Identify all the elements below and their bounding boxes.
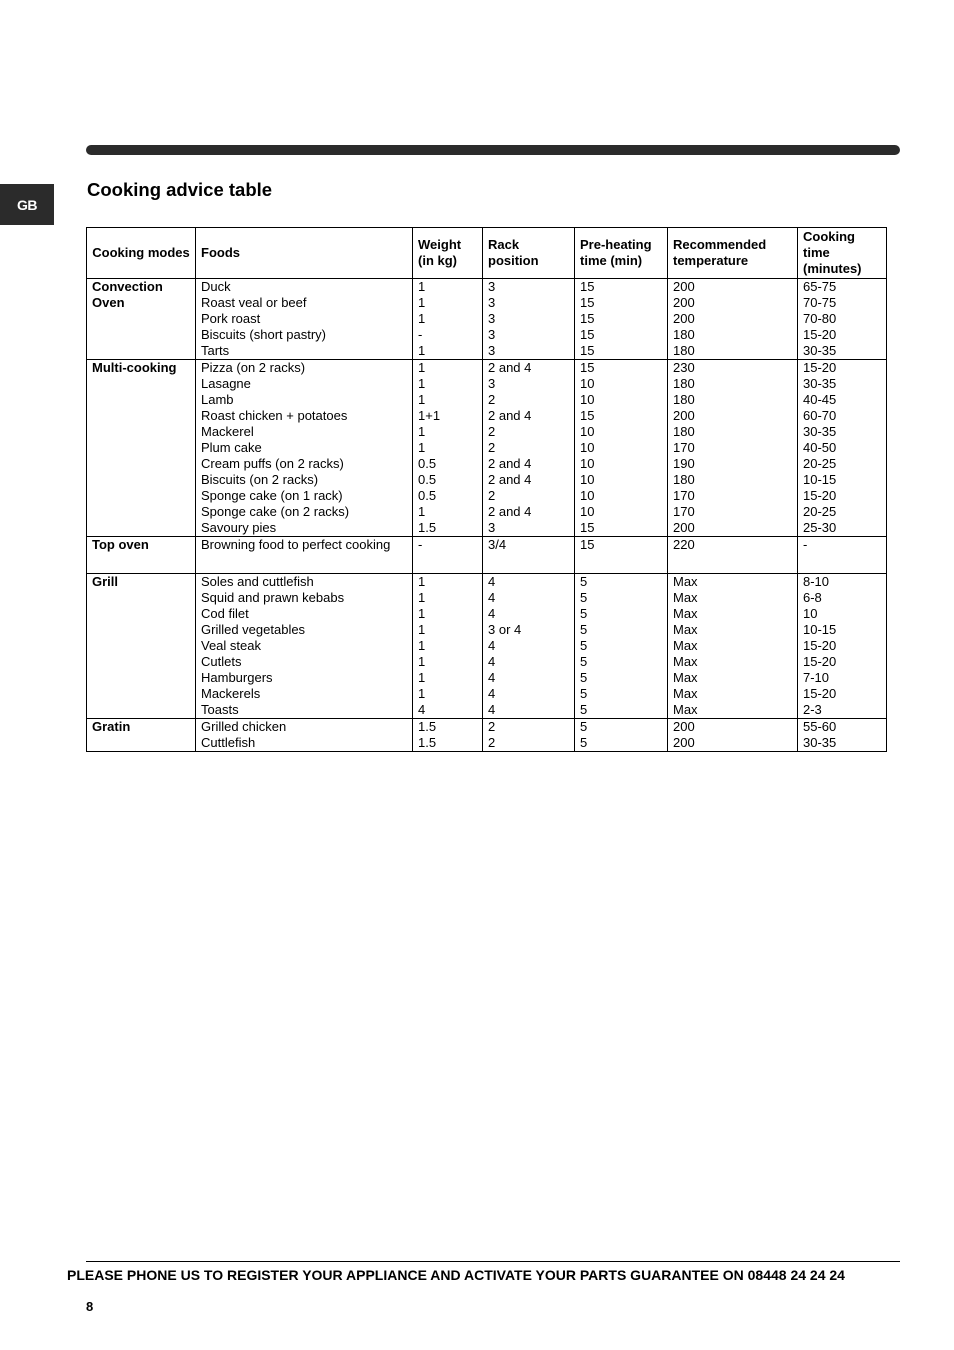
- table-cell: [575, 574, 668, 719]
- cell-value: 15-20: [803, 654, 837, 669]
- cell-value: 20-25: [803, 456, 837, 471]
- cell-value: 15: [580, 327, 595, 342]
- cell-value: 2 and 4: [488, 504, 532, 519]
- column-header: Foods: [196, 228, 413, 279]
- table-cell: [668, 574, 798, 719]
- cell-value: 15: [580, 279, 595, 294]
- cell-value: 5: [580, 686, 588, 701]
- cell-value: Grilled vegetables: [201, 622, 306, 637]
- cell-value: 4: [488, 654, 496, 669]
- cell-value: 1: [418, 622, 426, 637]
- cooking-advice-table: [86, 227, 887, 752]
- cell-value: 180: [673, 376, 695, 391]
- cell-value: -: [418, 537, 423, 552]
- cell-value: 220: [673, 537, 695, 552]
- cooking-mode-cell: Convection Oven: [87, 279, 196, 360]
- cell-value: 15-20: [803, 638, 837, 653]
- cell-value: 1.5: [418, 735, 437, 750]
- cell-value: Pizza (on 2 racks): [201, 360, 306, 375]
- cell-value: Grilled chicken: [201, 719, 287, 734]
- cell-value: 190: [673, 456, 695, 471]
- cell-value: 60-70: [803, 408, 837, 423]
- cell-value: 15-20: [803, 327, 837, 342]
- table-cell: [668, 719, 798, 752]
- table-cell: [575, 360, 668, 537]
- cell-value: Soles and cuttlefish: [201, 574, 314, 589]
- cell-value: 7-10: [803, 670, 830, 685]
- cell-value: 1: [418, 654, 426, 669]
- cell-value: 1: [418, 311, 426, 326]
- cell-value: Hamburgers: [201, 670, 273, 685]
- cell-value: 4: [418, 702, 426, 717]
- column-header: Weight (in kg): [413, 228, 483, 279]
- cell-value: 170: [673, 440, 695, 455]
- cell-value: 1: [418, 670, 426, 685]
- cell-value: 3: [488, 279, 496, 294]
- cell-value: -: [418, 327, 423, 342]
- cell-value: 1.5: [418, 719, 437, 734]
- cell-value: Pork roast: [201, 311, 261, 326]
- cell-value: 10: [580, 456, 595, 471]
- footer-rule: [86, 1261, 900, 1262]
- cell-value: 4: [488, 638, 496, 653]
- cell-value: 1: [418, 295, 426, 310]
- cell-value: 180: [673, 472, 695, 487]
- cell-value: 40-50: [803, 440, 837, 455]
- cell-value: 15: [580, 360, 595, 375]
- cell-value: 5: [580, 638, 588, 653]
- cell-value: 2: [488, 719, 496, 734]
- cell-value: Lamb: [201, 392, 234, 407]
- cell-value: 200: [673, 719, 695, 734]
- cell-value: 170: [673, 488, 695, 503]
- header-rule: [86, 145, 900, 155]
- table-cell: [196, 537, 413, 574]
- cell-value: Roast chicken + potatoes: [201, 408, 348, 423]
- cell-value: 200: [673, 279, 695, 294]
- cell-value: Tarts: [201, 343, 230, 358]
- column-header: Cooking time (minutes): [798, 228, 887, 279]
- table-cell: [196, 360, 413, 537]
- cell-value: 180: [673, 327, 695, 342]
- cell-value: 2: [488, 424, 496, 439]
- column-header: Recommended temperature: [668, 228, 798, 279]
- table-cell: [798, 360, 887, 537]
- cell-value: 40-45: [803, 392, 837, 407]
- cell-value: 65-75: [803, 279, 837, 294]
- table-cell: [413, 719, 483, 752]
- cell-value: 4: [488, 606, 496, 621]
- cell-value: Biscuits (on 2 racks): [201, 472, 319, 487]
- cell-value: 3: [488, 295, 496, 310]
- cell-value: 4: [488, 574, 496, 589]
- cell-value: Cuttlefish: [201, 735, 256, 750]
- table-cell: [483, 574, 575, 719]
- table-cell: [196, 574, 413, 719]
- cell-value: Max: [673, 638, 698, 653]
- cell-value: 15: [580, 343, 595, 358]
- cell-value: 2: [488, 392, 496, 407]
- cell-value: 6-8: [803, 590, 822, 605]
- table-cell: [483, 537, 575, 574]
- table-cell: [483, 719, 575, 752]
- cell-value: 30-35: [803, 735, 837, 750]
- cell-value: 0.5: [418, 456, 437, 471]
- cell-value: 15: [580, 311, 595, 326]
- cell-value: Toasts: [201, 702, 239, 717]
- cell-value: 2 and 4: [488, 456, 532, 471]
- cooking-mode-cell: Grill: [87, 574, 196, 719]
- cell-value: 10: [580, 392, 595, 407]
- column-header: Cooking modes: [87, 228, 196, 279]
- cell-value: 1: [418, 638, 426, 653]
- cell-value: 1: [418, 686, 426, 701]
- cell-value: Max: [673, 606, 698, 621]
- table-cell: [483, 360, 575, 537]
- table-header-row: [87, 228, 887, 279]
- cell-value: 2 and 4: [488, 408, 532, 423]
- cell-value: Roast veal or beef: [201, 295, 307, 310]
- cell-value: 4: [488, 686, 496, 701]
- table-cell: [798, 719, 887, 752]
- cell-value: 4: [488, 590, 496, 605]
- cell-value: 10: [580, 488, 595, 503]
- cell-value: 180: [673, 424, 695, 439]
- cell-value: 3: [488, 376, 496, 391]
- cell-value: 15-20: [803, 686, 837, 701]
- cell-value: 5: [580, 574, 588, 589]
- cooking-mode-cell: Multi-cooking: [87, 360, 196, 537]
- cell-value: 2-3: [803, 702, 822, 717]
- cell-value: 55-60: [803, 719, 837, 734]
- cell-value: 10-15: [803, 472, 837, 487]
- cell-value: 10: [580, 376, 595, 391]
- cell-value: 10: [580, 440, 595, 455]
- table-cell: [413, 360, 483, 537]
- cell-value: Duck: [201, 279, 231, 294]
- table-cell: [798, 537, 887, 574]
- cooking-mode-cell: Gratin: [87, 719, 196, 752]
- cell-value: 30-35: [803, 424, 837, 439]
- cell-value: 1: [418, 504, 426, 519]
- cell-value: 5: [580, 606, 588, 621]
- cell-value: 5: [580, 654, 588, 669]
- cell-value: 4: [488, 670, 496, 685]
- cell-value: 200: [673, 520, 695, 535]
- cell-value: 5: [580, 670, 588, 685]
- cell-value: Lasagne: [201, 376, 251, 391]
- page-title: Cooking advice table: [87, 179, 273, 200]
- table-cell: [413, 574, 483, 719]
- cell-value: Max: [673, 590, 698, 605]
- table-cell: [575, 719, 668, 752]
- cell-value: 5: [580, 719, 588, 734]
- cell-value: 1: [418, 392, 426, 407]
- cell-value: Squid and prawn kebabs: [201, 590, 345, 605]
- table-cell: [668, 360, 798, 537]
- cell-value: 10: [580, 472, 595, 487]
- cell-value: 20-25: [803, 504, 837, 519]
- cell-value: 1: [418, 376, 426, 391]
- table-cell: [413, 537, 483, 574]
- cell-value: 200: [673, 311, 695, 326]
- cell-value: 200: [673, 408, 695, 423]
- cell-value: 2 and 4: [488, 360, 532, 375]
- cell-value: Plum cake: [201, 440, 262, 455]
- cell-value: 30-35: [803, 376, 837, 391]
- cell-value: 1: [418, 279, 426, 294]
- cell-value: 3: [488, 343, 496, 358]
- cell-value: Max: [673, 702, 698, 717]
- cell-value: Max: [673, 670, 698, 685]
- cell-value: 170: [673, 504, 695, 519]
- cell-value: 1: [418, 360, 426, 375]
- cell-value: -: [803, 537, 808, 552]
- cell-value: 1: [418, 424, 426, 439]
- table-cell: [575, 279, 668, 360]
- cell-value: 25-30: [803, 520, 837, 535]
- cell-value: 10: [580, 504, 595, 519]
- cell-value: 200: [673, 295, 695, 310]
- cell-value: 230: [673, 360, 695, 375]
- cell-value: Sponge cake (on 1 rack): [201, 488, 343, 503]
- cell-value: 180: [673, 392, 695, 407]
- table-cell: [196, 719, 413, 752]
- cell-value: 70-80: [803, 311, 837, 326]
- cell-value: Max: [673, 574, 698, 589]
- cell-value: 15-20: [803, 360, 837, 375]
- table-cell: [483, 279, 575, 360]
- cell-value: Cutlets: [201, 654, 242, 669]
- cell-value: 70-75: [803, 295, 837, 310]
- cell-value: Browning food to perfect cooking: [201, 537, 391, 552]
- table-cell: [668, 279, 798, 360]
- language-tab-label: GB: [17, 196, 37, 213]
- cell-value: 5: [580, 590, 588, 605]
- page-number: 8: [86, 1299, 94, 1314]
- cell-value: Veal steak: [201, 638, 261, 653]
- cell-value: 200: [673, 735, 695, 750]
- cell-value: Max: [673, 622, 698, 637]
- cell-value: 5: [580, 735, 588, 750]
- cell-value: 5: [580, 702, 588, 717]
- table-cell: [668, 537, 798, 574]
- cell-value: 2 and 4: [488, 472, 532, 487]
- cell-value: Cod filet: [201, 606, 249, 621]
- cell-value: Cream puffs (on 2 racks): [201, 456, 344, 471]
- column-header: Pre-heating time (min): [575, 228, 668, 279]
- cell-value: 2: [488, 735, 496, 750]
- column-header: Rack position: [483, 228, 575, 279]
- cell-value: 15: [580, 295, 595, 310]
- table-row: [87, 360, 887, 537]
- cell-value: 10: [803, 606, 818, 621]
- table-row: [87, 279, 887, 360]
- cell-value: 1.5: [418, 520, 437, 535]
- cell-value: Mackerels: [201, 686, 261, 701]
- table-cell: [413, 279, 483, 360]
- cell-value: Max: [673, 686, 698, 701]
- cell-value: 5: [580, 622, 588, 637]
- table-row: [87, 574, 887, 719]
- cell-value: 1+1: [418, 408, 441, 423]
- cell-value: 4: [488, 702, 496, 717]
- cell-value: 10-15: [803, 622, 837, 637]
- table-cell: [798, 279, 887, 360]
- cell-value: 15: [580, 537, 595, 552]
- cell-value: Mackerel: [201, 424, 254, 439]
- cell-value: 3: [488, 311, 496, 326]
- table-row: [87, 719, 887, 752]
- cell-value: Savoury pies: [201, 520, 277, 535]
- cell-value: 15: [580, 408, 595, 423]
- cell-value: 30-35: [803, 343, 837, 358]
- cell-value: 1: [418, 343, 426, 358]
- table-row: [87, 537, 887, 574]
- cell-value: Max: [673, 654, 698, 669]
- table-cell: [575, 537, 668, 574]
- cell-value: 0.5: [418, 488, 437, 503]
- cell-value: 1: [418, 606, 426, 621]
- cooking-mode-cell: Top oven: [87, 537, 196, 574]
- cell-value: 1: [418, 574, 426, 589]
- cell-value: 1: [418, 440, 426, 455]
- cell-value: 3/4: [488, 537, 507, 552]
- cell-value: 3: [488, 520, 496, 535]
- cell-value: 0.5: [418, 472, 437, 487]
- cell-value: 3 or 4: [488, 622, 522, 637]
- cell-value: 3: [488, 327, 496, 342]
- cell-value: 2: [488, 488, 496, 503]
- cell-value: Sponge cake (on 2 racks): [201, 504, 350, 519]
- table-cell: [196, 279, 413, 360]
- cell-value: 2: [488, 440, 496, 455]
- language-tab: [0, 184, 54, 225]
- cell-value: Biscuits (short pastry): [201, 327, 326, 342]
- cell-value: 180: [673, 343, 695, 358]
- table-cell: [798, 574, 887, 719]
- cell-value: 10: [580, 424, 595, 439]
- cell-value: 15-20: [803, 488, 837, 503]
- registration-notice: PLEASE PHONE US TO REGISTER YOUR APPLIANCE AND ACTIVATE YOUR PARTS GUARANTEE ON 08448 24 24 24: [67, 1267, 845, 1283]
- cell-value: 8-10: [803, 574, 830, 589]
- cell-value: 15: [580, 520, 595, 535]
- cell-value: 1: [418, 590, 426, 605]
